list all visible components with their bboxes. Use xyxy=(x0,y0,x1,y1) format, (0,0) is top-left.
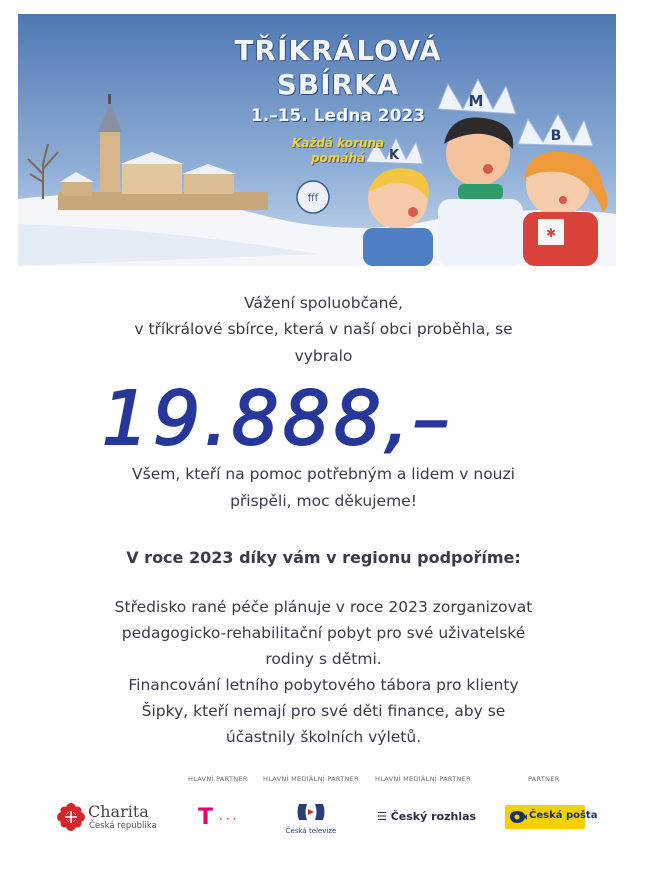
thanks-line1: Všem, kteří na pomoc potřebným a lidem v nouzi xyxy=(132,465,515,483)
rozhlas-icon: ☰ xyxy=(377,810,391,823)
amount-value: 19.888,– xyxy=(102,376,454,462)
banner-slogan xyxy=(238,136,438,166)
partner-label-media1: HLAVNÍ MEDIÁLNÍ PARTNER xyxy=(263,775,359,783)
banner-title-line2: SBÍRKA xyxy=(276,68,400,101)
charita-badge-icon xyxy=(297,181,329,213)
ct-name: Česká televize xyxy=(285,827,337,835)
charita-name: Charita xyxy=(88,802,149,821)
campaign-banner xyxy=(18,14,616,266)
svg-text:M: M xyxy=(468,92,484,110)
partner-label-main: HLAVNÍ PARTNER xyxy=(188,775,248,783)
banner-slogan-line2: pomáhá xyxy=(310,151,366,165)
project-line: účastnily školních výletů. xyxy=(225,728,422,746)
banner-title-line1: TŘÍKRÁLOVÁ xyxy=(234,34,442,67)
banner-slogan-line1: Každá koruna xyxy=(291,136,385,150)
greeting: Vážení spoluobčané, xyxy=(244,294,403,312)
thanks-line2: přispěli, moc děkujeme! xyxy=(230,492,417,510)
project-line: Středisko rané péče plánuje v roce 2023 zorganizovat xyxy=(114,598,533,616)
partner-label-media2: HLAVNÍ MEDIÁLNÍ PARTNER xyxy=(375,775,471,783)
ct-icon xyxy=(296,802,326,822)
svg-text:K: K xyxy=(388,148,400,163)
charita-subtitle: Česká republika xyxy=(89,821,157,831)
intro-line1: v tříkrálové sbírce, která v naší obci proběhla, se xyxy=(134,320,513,338)
cesky-rozhlas-logo xyxy=(377,810,476,823)
project-line: Šipky, kteří nemají pro své děti finance, aby se xyxy=(141,702,506,720)
svg-text:✱: ✱ xyxy=(545,226,557,240)
project-line: rodiny s dětmi. xyxy=(265,650,382,668)
ceska-posta-logo xyxy=(505,805,598,829)
handwritten-amount xyxy=(60,368,540,468)
telekom-dots: ··· xyxy=(219,812,240,826)
support-heading: V roce 2023 díky vám v regionu podpoříme: xyxy=(126,548,521,567)
telekom-logo: T xyxy=(198,805,214,830)
project-line: Financování letního pobytového tábora pro klienty xyxy=(128,676,519,694)
svg-text:B: B xyxy=(550,128,562,144)
charita-logo xyxy=(56,802,166,834)
svg-text:fff: fff xyxy=(307,193,319,204)
project-line: pedagogicko-rehabilitační pobyt pro své uživatelské xyxy=(121,624,526,642)
posta-name: Česká pošta xyxy=(529,810,598,821)
partner-label-partner: PARTNER xyxy=(528,775,560,783)
charita-cross-icon xyxy=(56,802,86,832)
ceska-televize-logo xyxy=(284,802,338,835)
banner-dates: 1.–15. Ledna 2023 xyxy=(250,106,426,126)
intro-line2: vybralo xyxy=(294,347,353,365)
rozhlas-name: Český rozhlas xyxy=(390,810,477,823)
posthorn-icon xyxy=(508,810,528,824)
